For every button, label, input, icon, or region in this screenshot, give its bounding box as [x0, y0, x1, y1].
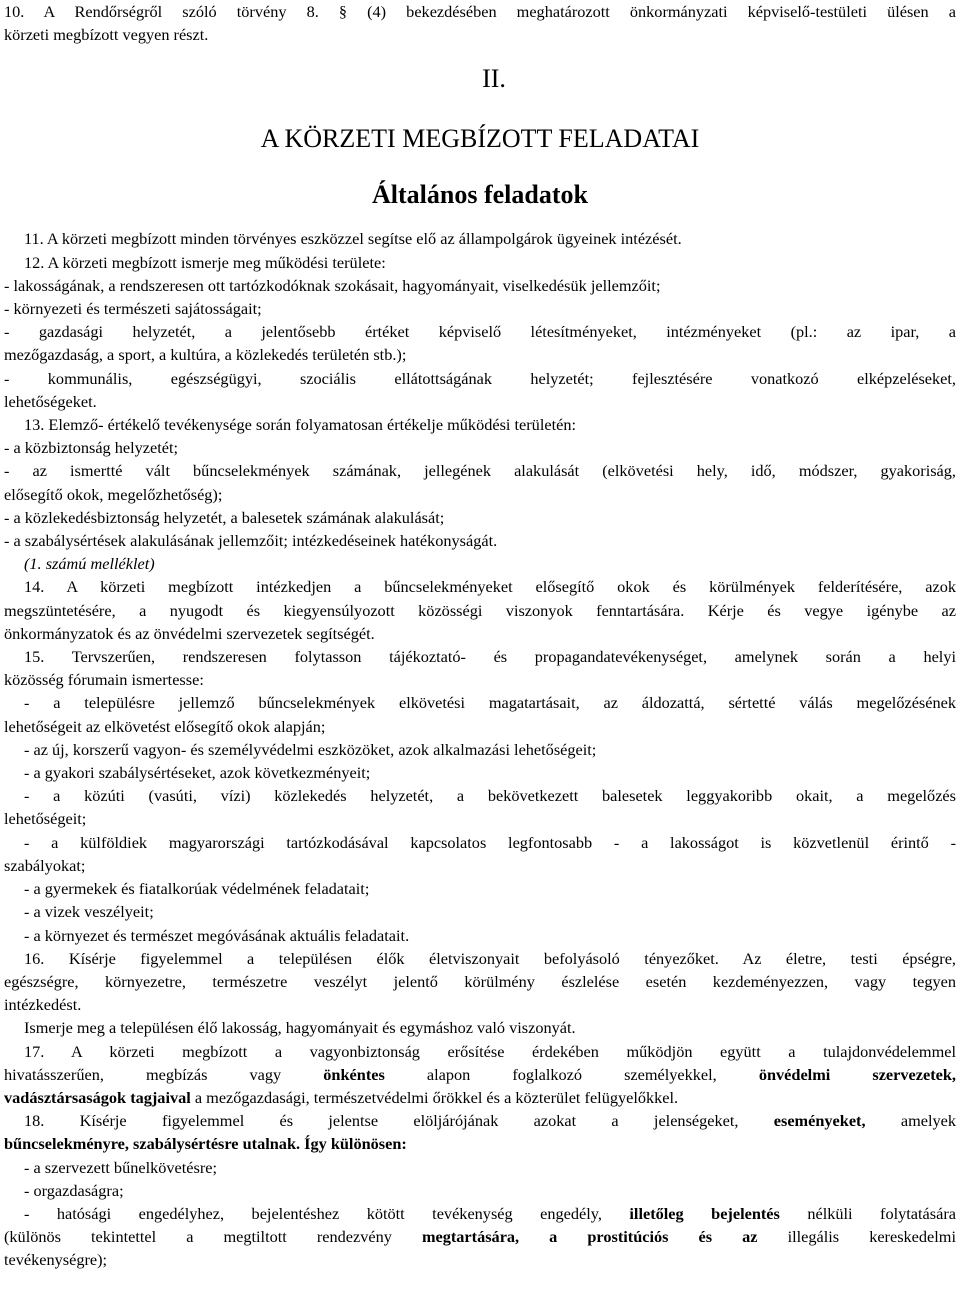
list-item: - a szervezett bűnelkövetésre;: [24, 1157, 218, 1177]
paragraph-10: [4, 0, 956, 46]
paragraph-12: [4, 251, 956, 413]
list-item: - a vizek veszélyeit;: [24, 902, 154, 922]
text-line: [4, 1063, 956, 1086]
text-line: intézkedést.: [4, 995, 82, 1015]
list-item: [4, 1202, 956, 1225]
list-item-continuation: [4, 1225, 956, 1248]
paragraph-15: [4, 645, 956, 947]
paragraph-intro: 13. Elemző- értékelő tevékenysége során folyamatosan értékelje működési területén:: [24, 415, 576, 435]
text-line: 15. Tervszerűen, rendszeresen folytasson tájékoztató- és propagandatevékenységet, amelynek során a helyi: [24, 647, 956, 667]
list-item: - környezeti és természeti sajátosságait;: [4, 299, 262, 319]
chapter-number: II.: [482, 64, 506, 94]
text-line: egészségre, környezetre, természetre veszélyt jelentő körülmény észlelése esetén kezdeményezzen, vagy tegyen: [4, 971, 956, 991]
text-run: 18. Kísérje figyelemmel és jelentse elöljárójának azokat a jelenségeket,: [24, 1111, 739, 1131]
bold-run: eseményeket,: [773, 1111, 866, 1131]
text-run: - hatósági engedélyhez, bejelentéshez kötött tevékenység engedély,: [24, 1203, 602, 1223]
text-run: a mezőgazdasági, természetvédelmi őrökkel és a közterület felügyelőkkel.: [194, 1087, 679, 1107]
list-item: - a gyermekek és fiatalkorúak védelmének feladatait;: [24, 879, 370, 899]
bold-run: önkéntes: [323, 1064, 385, 1084]
text-line: körzeti megbízott vegyen részt.: [4, 25, 209, 45]
list-item: - a környezet és természet megóvásának aktuális feladatait.: [24, 925, 410, 945]
bold-run: önvédelmi szervezetek,: [758, 1064, 956, 1084]
list-item: - a közbiztonság helyzetét;: [4, 438, 179, 458]
text-run: amelyek: [900, 1111, 956, 1131]
paragraph-intro: 12. A körzeti megbízott ismerje meg működési területe:: [24, 252, 386, 272]
bold-run: illetőleg bejelentés: [629, 1203, 780, 1223]
list-item-continuation: lehetőségeit;: [4, 809, 87, 829]
list-item-continuation: elősegítő okok, megelőzhetőség);: [4, 484, 223, 504]
list-item: - kommunális, egészségügyi, szociális ellátottságának helyzetét; fejlesztésére vonatkozó elképzeléseket,: [4, 368, 956, 388]
text-line: [4, 1109, 956, 1132]
list-item: - a szabálysértések alakulásának jellemzőit; intézkedéseinek hatékonyságát.: [4, 531, 498, 551]
list-item-continuation: lehetőségeket.: [4, 391, 97, 411]
paragraph-17: [4, 1040, 956, 1110]
list-item-continuation: mezőgazdaság, a sport, a kultúra, a közlekedés területén stb.);: [4, 345, 407, 365]
paragraph-11: 11. A körzeti megbízott minden törvényes eszközzel segítse elő az állampolgárok ügyeinek intézését.: [24, 229, 682, 249]
text-run: nélküli folytatására: [807, 1203, 956, 1223]
text-line: [4, 1086, 956, 1109]
bold-run: vadásztársaságok tagjaival: [4, 1087, 191, 1107]
text-run: (különös tekintettel a megtiltott rendezvény: [4, 1227, 392, 1247]
text-run: illegális kereskedelmi: [787, 1227, 956, 1247]
text-line: 14. A körzeti megbízott intézkedjen a bűncselekményeket elősegítő okok és körülmények felderítésére, azok: [24, 577, 956, 597]
list-item: - a településre jellemző bűncselekmények elkövetési magatartásait, az áldozattá, sértetté válás megelőzésének: [24, 693, 956, 713]
text-run: hivatásszerűen, megbízás vagy: [4, 1064, 282, 1084]
list-item-continuation: tevékenységre);: [4, 1250, 108, 1270]
list-item: - a közúti (vasúti, vízi) közlekedés helyzetét, a bekövetkezett balesetek leggyakoribb okait, a megelőzés: [24, 786, 956, 806]
bold-run: megtartására, a prostitúciós és az: [421, 1227, 758, 1247]
text-line: közösség fórumain ismertesse:: [4, 670, 204, 690]
text-line: 16. Kísérje figyelemmel a településen élők életviszonyait befolyásoló tényezőket. Az életre, testi épségre,: [24, 948, 956, 968]
text-run: alapon foglalkozó személyekkel,: [426, 1064, 717, 1084]
list-item-continuation: lehetőségeit az elkövetést elősegítő okok alapján;: [4, 716, 326, 736]
text-line: Ismerje meg a településen élő lakosság, hagyományait és egymáshoz való viszonyát.: [24, 1018, 576, 1038]
paragraph-18: [4, 1109, 956, 1271]
list-item: - az új, korszerű vagyon- és személyvédelmi eszközöket, azok alkalmazási lehetőségeit;: [24, 739, 597, 759]
bold-run: bűncselekményre, szabálysértésre utalnak. Így különösen:: [4, 1134, 407, 1154]
list-item-continuation: szabályokat;: [4, 855, 86, 875]
paragraph-14: [4, 575, 956, 645]
chapter-title: A KÖRZETI MEGBÍZOTT FELADATAI: [260, 124, 700, 154]
list-item: - az ismertté vált bűncselekmények számának, jellegének alakulását (elkövetési hely, idő, módszer, gyakoriság,: [4, 461, 956, 481]
annex-reference: (1. számú melléklet): [24, 554, 155, 574]
section-subtitle: Általános feladatok: [372, 180, 588, 210]
text-line: 10. A Rendőrségről szóló törvény 8. § (4) bekezdésében meghatározott önkormányzati képviselő-testületi ülésen a: [4, 2, 956, 21]
list-item: - orgazdaságra;: [24, 1180, 124, 1200]
paragraph-16: [4, 947, 956, 1040]
paragraph-13: [4, 413, 956, 575]
text-line: megszüntetésére, a nyugodt és kiegyensúlyozott közösségi viszonyok fenntartására. Kérje és vegye igénybe az: [4, 600, 956, 620]
list-item: - lakosságának, a rendszeresen ott tartózkodóknak szokásait, hagyományait, viselkedésük jellemzőit;: [4, 275, 661, 295]
list-item: - a közlekedésbiztonság helyzetét, a balesetek számának alakulását;: [4, 507, 445, 527]
text-line: [4, 1132, 956, 1155]
text-line: önkormányzatok és az önvédelmi szervezetek segítségét.: [4, 623, 375, 643]
list-item: - a külföldiek magyarországi tartózkodásával kapcsolatos legfontosabb - a lakosságot is közvetlenül érintő -: [24, 832, 956, 852]
text-line: 17. A körzeti megbízott a vagyonbiztonság erősítése érdekében működjön együtt a tulajdonvédelemmel: [24, 1041, 956, 1061]
list-item: - a gyakori szabálysértéseket, azok következményeit;: [24, 763, 371, 783]
list-item: - gazdasági helyzetét, a jelentősebb értéket képviselő létesítményeket, intézményeket (pl.: az ipar, a: [4, 322, 956, 342]
